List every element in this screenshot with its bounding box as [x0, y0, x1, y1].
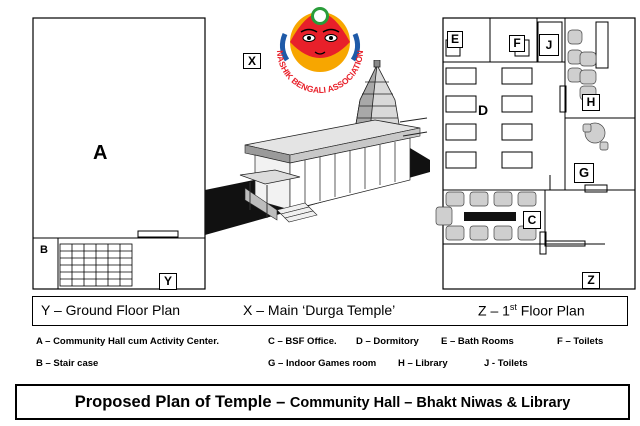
- label-c: C: [523, 211, 541, 229]
- legend-first-floor-sup: st: [509, 302, 517, 312]
- key-toilets-f: F – Toilets: [557, 336, 604, 347]
- legend-ground-floor: Y – Ground Floor Plan: [41, 302, 181, 318]
- label-d: D: [478, 102, 489, 118]
- key-community-hall: A – Community Hall cum Activity Center.: [36, 336, 220, 347]
- key-library: H – Library: [398, 358, 448, 369]
- legend-first-floor-prefix: Z – 1: [478, 302, 510, 319]
- library-chairs: [568, 30, 608, 150]
- title-sub: Community Hall – Bhakt Niwas & Library: [289, 395, 571, 411]
- key-stair-case: B – Stair case: [36, 358, 99, 369]
- label-x: X: [243, 53, 261, 69]
- legend-main-temple: X – Main ‘Durga Temple’: [243, 302, 396, 318]
- label-b: B: [40, 244, 48, 256]
- label-a: A: [93, 142, 108, 164]
- key-indoor-games: G – Indoor Games room: [268, 358, 377, 369]
- logo-text: NASHIK BENGALI ASSOCIATION: [274, 49, 366, 94]
- label-h: H: [582, 94, 600, 111]
- label-g: G: [574, 163, 594, 183]
- label-z: Z: [582, 272, 600, 289]
- legend-first-floor: [478, 302, 585, 319]
- key-toilets-j: J - Toilets: [484, 358, 528, 369]
- legend-first-floor-suffix: Floor Plan: [516, 302, 585, 319]
- key-bath-rooms: E – Bath Rooms: [441, 336, 514, 347]
- page-title: [17, 393, 628, 412]
- dormitory-beds: [446, 40, 532, 168]
- label-y: Y: [159, 273, 177, 290]
- staircase: [60, 244, 132, 286]
- label-e: E: [447, 31, 463, 48]
- label-f: F: [509, 35, 525, 52]
- floor-plan-legend: [32, 296, 628, 326]
- title-box: [15, 384, 630, 420]
- title-main: Proposed Plan of Temple –: [74, 393, 290, 411]
- key-bsf-office: C – BSF Office.: [268, 336, 337, 347]
- key-dormitory: D – Dormitory: [356, 336, 419, 347]
- nashik-bengali-association-logo: [265, 4, 375, 94]
- label-j: J: [539, 34, 559, 56]
